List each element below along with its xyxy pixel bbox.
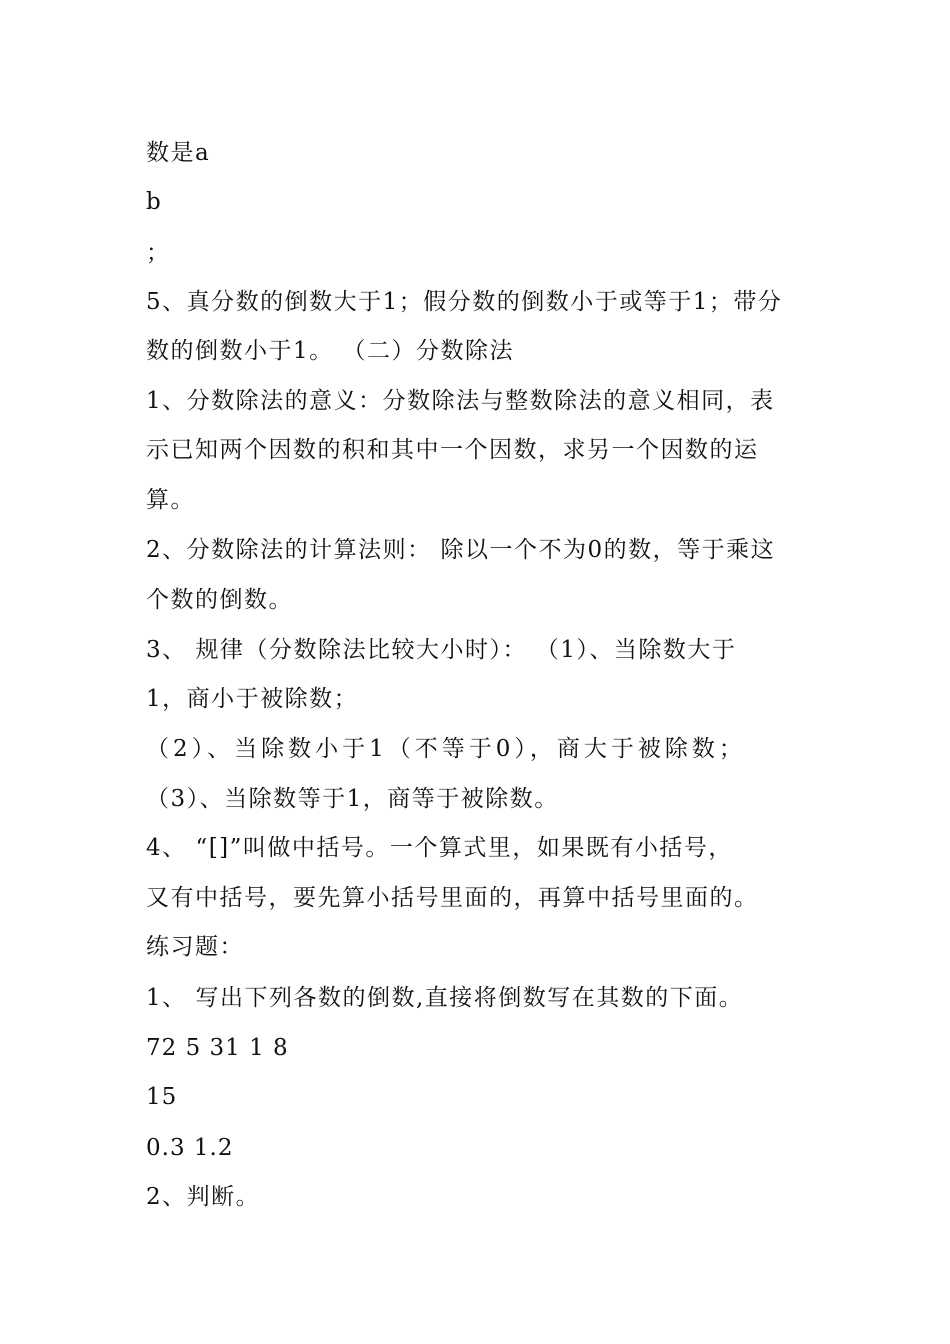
- text-line: （3）、当除数等于1，商等于被除数。: [146, 786, 559, 812]
- text-line: 2、分数除法的计算法则： 除以一个不为0的数，等于乘这: [146, 537, 776, 563]
- text-line: b: [146, 189, 163, 215]
- text-line: 数是a: [146, 140, 211, 166]
- text-line: 练习题：: [146, 934, 244, 960]
- text-line: 示已知两个因数的积和其中一个因数，求另一个因数的运: [146, 437, 759, 463]
- text-line: 3、 规律（分数除法比较大小时）： （1）、当除数大于: [146, 637, 737, 663]
- text-line: 个数的倒数。: [146, 587, 293, 613]
- text-line: 又有中括号，要先算小括号里面的，再算中括号里面的。: [146, 885, 759, 911]
- text-line: ；: [146, 240, 171, 266]
- text-line: 数的倒数小于1。 （二）分数除法: [146, 338, 514, 364]
- text-line: 算。: [146, 487, 195, 513]
- text-line: 1，商小于被除数；: [146, 686, 359, 712]
- text-line: 15: [146, 1084, 178, 1110]
- text-line: 2、判断。: [146, 1184, 261, 1210]
- text-line: 4、 “[]”叫做中括号。一个算式里，如果既有小括号，: [146, 835, 733, 861]
- text-line: （2）、当除数小于1（不等于0），商大于被除数；: [146, 736, 746, 762]
- text-line: 72 5 31 1 8: [146, 1035, 289, 1061]
- text-line: 1、 写出下列各数的倒数,直接将倒数写在其数的下面。: [146, 985, 744, 1011]
- text-line: 5、真分数的倒数大于1；假分数的倒数小于或等于1；带分: [146, 289, 783, 315]
- text-line: 0.3 1.2: [146, 1135, 234, 1161]
- text-line: 1、分数除法的意义：分数除法与整数除法的意义相同，表: [146, 388, 775, 414]
